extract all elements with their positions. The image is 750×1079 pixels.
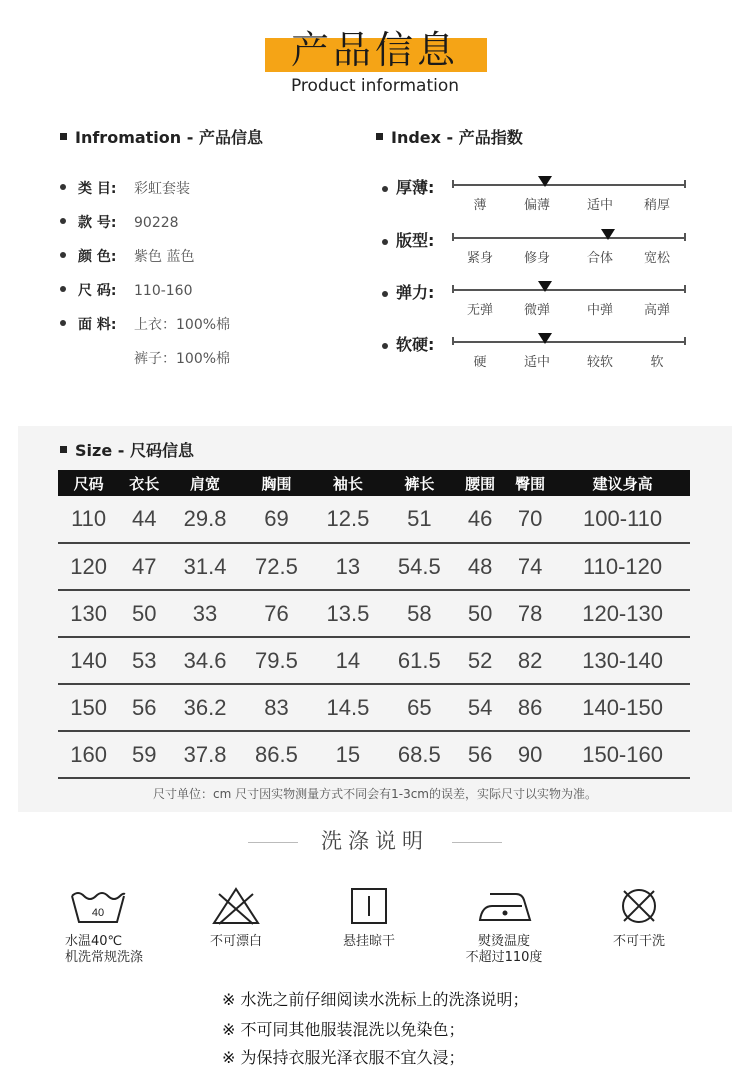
info-row [60,316,230,334]
scale-tick [452,285,454,293]
scale-option: 宽松 [643,251,670,266]
size-cell: 130-140 [555,637,690,684]
scale-line [452,341,686,343]
wash-caption: 机洗常规洗涤 [65,950,144,965]
square-bullet-icon [60,446,67,453]
info-value: 上衣：100%棉 [134,317,231,333]
size-cell: 90 [505,731,555,778]
wash-item-hang-dry [314,886,424,950]
hang-dry-icon [349,886,389,926]
info-label: 类 目: [78,181,117,197]
size-heading: Size - 尺码信息 [60,441,194,461]
size-cell: 12.5 [312,496,383,543]
size-column-header: 肩宽 [169,470,240,496]
scale-tick [452,180,454,188]
wash-item-no-dry-clean [584,886,694,950]
size-cell: 110-120 [555,543,690,590]
bullet-icon [60,320,66,326]
info-row [60,214,179,232]
index-heading: Index - 产品指数 [376,128,523,148]
size-cell: 47 [119,543,169,590]
table-row [58,731,690,778]
size-cell: 130 [58,590,119,637]
scale-marker-icon [538,281,552,292]
scale-tick [684,233,686,241]
size-column-header: 袖长 [312,470,383,496]
page-title: 产品信息 [290,28,459,72]
size-cell: 54.5 [384,543,455,590]
size-cell: 33 [169,590,240,637]
scale-option: 适中 [523,355,550,370]
size-cell: 78 [505,590,555,637]
index-label: 厚薄: [396,178,435,197]
table-row [58,496,690,543]
size-table-header [58,470,690,496]
iron-low-icon [476,886,532,926]
index-scale [382,231,702,271]
wash-note: ※ 不可同其他服装混洗以免染色； [222,1020,465,1039]
size-cell: 15 [312,731,383,778]
scale-option: 硬 [473,355,487,370]
size-table [58,470,690,779]
size-column-header: 胸围 [241,470,312,496]
wash-caption: 水温40℃ [65,934,123,949]
size-cell: 46 [455,496,505,543]
scale-tick [684,337,686,345]
wash-caption: 不可干洗 [612,934,665,949]
scale-option: 合体 [586,251,613,266]
size-cell: 110 [58,496,119,543]
wash-caption: 悬挂晾干 [342,934,395,949]
info-row [60,248,194,266]
scale-option: 适中 [586,198,613,213]
size-cell: 61.5 [384,637,455,684]
size-cell: 53 [119,637,169,684]
scale-marker-icon [601,229,615,240]
info-row [60,350,230,368]
info-label: 面 料: [78,317,117,333]
size-column-header: 衣长 [119,470,169,496]
size-cell: 86.5 [241,731,312,778]
page-subtitle: Product information [290,76,460,96]
size-cell: 50 [119,590,169,637]
scale-option: 修身 [523,251,550,266]
scale-tick [452,233,454,241]
size-cell: 36.2 [169,684,240,731]
info-row [60,180,190,198]
size-cell: 79.5 [241,637,312,684]
size-column-header: 臀围 [505,470,555,496]
index-label: 弹力: [396,283,435,302]
scale-option: 中弹 [586,303,613,318]
size-cell: 70 [505,496,555,543]
wash-caption: 不超过110度 [465,950,543,965]
index-label: 软硬: [396,335,435,354]
no-dry-clean-icon [619,886,659,926]
size-cell: 58 [384,590,455,637]
info-row [60,282,193,300]
size-cell: 34.6 [169,637,240,684]
size-cell: 100-110 [555,496,690,543]
wash-title: 洗涤说明 [321,829,429,853]
bullet-icon [60,184,66,190]
scale-tick [452,337,454,345]
wash-note: ※ 为保持衣服光泽衣服不宜久浸； [222,1048,465,1067]
index-scale [382,283,702,323]
scale-marker-icon [538,176,552,187]
size-cell: 54 [455,684,505,731]
scale-tick [684,180,686,188]
info-label: 颜 色: [78,249,117,265]
table-row [58,637,690,684]
size-cell: 48 [455,543,505,590]
index-scale [382,335,702,375]
size-column-header: 尺码 [58,470,119,496]
wash-item-no-bleach [181,886,291,950]
index-label: 版型: [396,231,435,250]
wash-caption: 熨烫温度 [477,934,530,949]
size-cell: 14.5 [312,684,383,731]
scale-line [452,289,686,291]
scale-option: 无弹 [466,303,493,318]
size-cell: 56 [119,684,169,731]
size-column-header: 建议身高 [555,470,690,496]
info-value: 90228 [134,215,179,231]
info-value: 裤子：100%棉 [134,351,231,367]
scale-option: 软 [650,355,664,370]
size-cell: 68.5 [384,731,455,778]
scale-option: 较软 [586,355,613,370]
scale-option: 紧身 [466,251,493,266]
size-cell: 52 [455,637,505,684]
size-cell: 83 [241,684,312,731]
size-note: 尺寸单位：cm 尺寸因实物测量方式不同会有1-3cm的误差，实际尺寸以实物为准。 [153,787,597,801]
bullet-icon [382,186,388,192]
size-cell: 150-160 [555,731,690,778]
size-cell: 76 [241,590,312,637]
scale-option: 薄 [473,198,487,213]
wash-note: ※ 水洗之前仔细阅读水洗标上的洗涤说明； [222,990,529,1009]
header [0,22,750,102]
scale-option: 稍厚 [643,198,670,213]
scale-option: 高弹 [643,303,670,318]
index-scale [382,178,702,218]
size-cell: 140 [58,637,119,684]
bullet-icon [382,343,388,349]
wash-temp-label: 40 [91,907,105,919]
bullet-icon [60,252,66,258]
info-heading: Infromation - 产品信息 [60,128,263,148]
bullet-icon [382,291,388,297]
size-cell: 13.5 [312,590,383,637]
size-cell: 120 [58,543,119,590]
size-cell: 14 [312,637,383,684]
table-row [58,590,690,637]
size-column-header: 腰围 [455,470,505,496]
size-cell: 160 [58,731,119,778]
size-cell: 13 [312,543,383,590]
table-row [58,684,690,731]
size-cell: 74 [505,543,555,590]
size-cell: 86 [505,684,555,731]
bullet-icon [60,286,66,292]
bullet-icon [382,239,388,245]
size-cell: 150 [58,684,119,731]
size-cell: 72.5 [241,543,312,590]
info-value: 彩虹套装 [134,181,190,197]
size-cell: 140-150 [555,684,690,731]
square-bullet-icon [60,133,67,140]
wash-caption: 不可漂白 [209,934,262,949]
size-cell: 82 [505,637,555,684]
scale-marker-icon [538,333,552,344]
size-cell: 65 [384,684,455,731]
scale-option: 偏薄 [523,198,550,213]
info-value: 110-160 [134,283,193,299]
size-cell: 31.4 [169,543,240,590]
size-cell: 44 [119,496,169,543]
table-row [58,543,690,590]
size-cell: 29.8 [169,496,240,543]
size-cell: 50 [455,590,505,637]
info-label: 款 号: [78,215,117,231]
wash-item-iron [449,886,559,966]
wash-item-machine-wash [43,886,153,966]
scale-option: 微弹 [523,303,550,318]
size-cell: 120-130 [555,590,690,637]
size-cell: 69 [241,496,312,543]
no-bleach-icon [211,886,261,926]
size-cell: 51 [384,496,455,543]
info-label: 尺 码: [78,283,117,299]
size-cell: 37.8 [169,731,240,778]
size-cell: 56 [455,731,505,778]
size-column-header: 裤长 [384,470,455,496]
bullet-icon [60,218,66,224]
info-value: 紫色 蓝色 [134,249,195,265]
scale-tick [684,285,686,293]
scale-line [452,237,686,239]
size-cell: 59 [119,731,169,778]
scale-line [452,184,686,186]
wash-tub-40-icon [68,886,128,926]
square-bullet-icon [376,133,383,140]
